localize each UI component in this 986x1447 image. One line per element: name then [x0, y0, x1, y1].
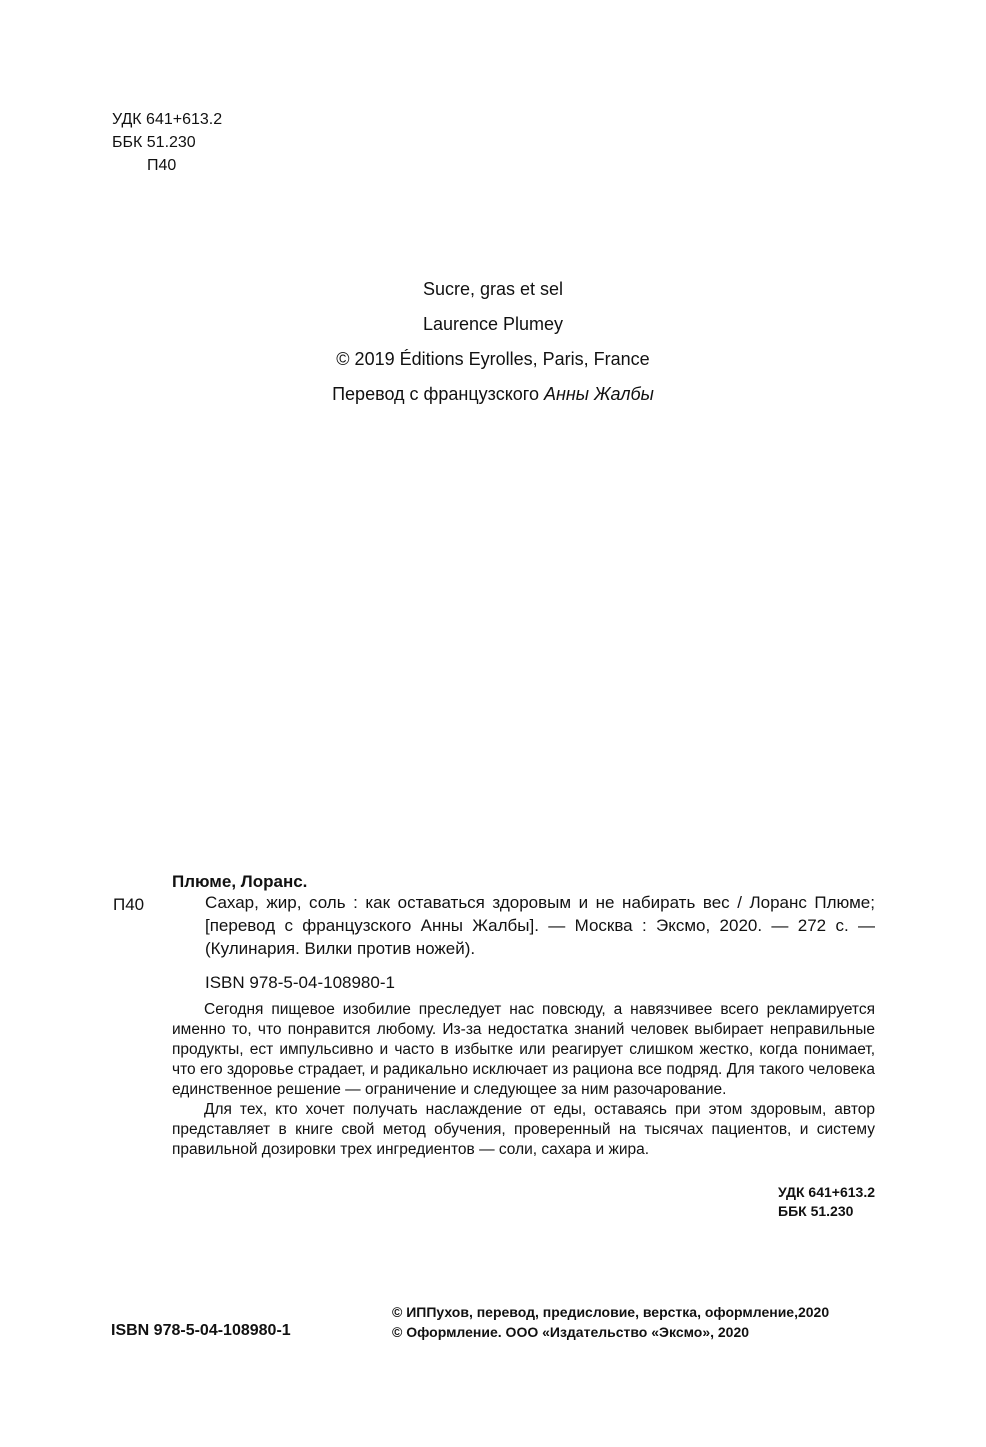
translation-prefix: Перевод с французского	[332, 384, 544, 404]
original-edition-block	[0, 272, 986, 412]
footer-copyrights	[392, 1302, 829, 1342]
bbk-code: ББК 51.230	[112, 134, 196, 151]
card-bbk: ББК 51.230	[778, 1203, 854, 1219]
card-mark: П40	[113, 895, 145, 914]
bibliographic-description: Сахар, жир, соль : как оставаться здоровым и не набирать вес / Лоранс Плюме; [перевод с французского Анны Жалбы]. — Москва : Эксмо, 2020. — 272 с. — (Кулинария. Вилки против ножей).	[205, 893, 875, 958]
copyright-line: © ИППухов, перевод, предисловие, верстка, оформление,2020	[392, 1304, 830, 1320]
card-isbn: ISBN 978-5-04-108980-1	[205, 973, 395, 992]
annotation-paragraph: Сегодня пищевое изобилие преследует нас повсюду, а навязчивее всего рекламируется именно то, что понравится любому. Из-за недостатка знаний человек выбирает неправильные продукты, ест импульсивно и часто в избытке или реагирует слишком жестко, когда понимает, что его здоровье страдает, и радикально исключает из рациона все подряд. Для такого человека единственное решение — ограничение и следующее за ним разочарование.	[172, 1001, 875, 1098]
original-copyright: © 2019 Éditions Eyrolles, Paris, France	[336, 349, 650, 369]
annotation	[172, 1000, 875, 1160]
translator-name: Анны Жалбы	[543, 384, 654, 404]
udk-code: УДК 641+613.2	[112, 111, 223, 128]
annotation-paragraph: Для тех, кто хочет получать наслаждение от еды, оставаясь при этом здоровым, автор представляет в книге свой метод обучения, проверенный на тысячах пациентов, и систему правильной дозировки трех ингредиентов — соли, сахара и жира.	[172, 1101, 875, 1158]
original-author: Laurence Plumey	[422, 314, 564, 334]
card-author: Плюме, Лоранс.	[172, 872, 308, 891]
footer-isbn: ISBN 978-5-04-108980-1	[111, 1322, 291, 1339]
copyright-line: © Оформление. ООО «Издательство «Эксмо», 2020	[392, 1324, 750, 1340]
card-codes	[778, 1183, 875, 1221]
original-title: Sucre, gras et sel	[422, 279, 564, 299]
classification-block	[112, 108, 222, 177]
card-udk: УДК 641+613.2	[778, 1184, 875, 1200]
translation-credit	[0, 377, 986, 412]
author-mark: П40	[147, 157, 177, 174]
